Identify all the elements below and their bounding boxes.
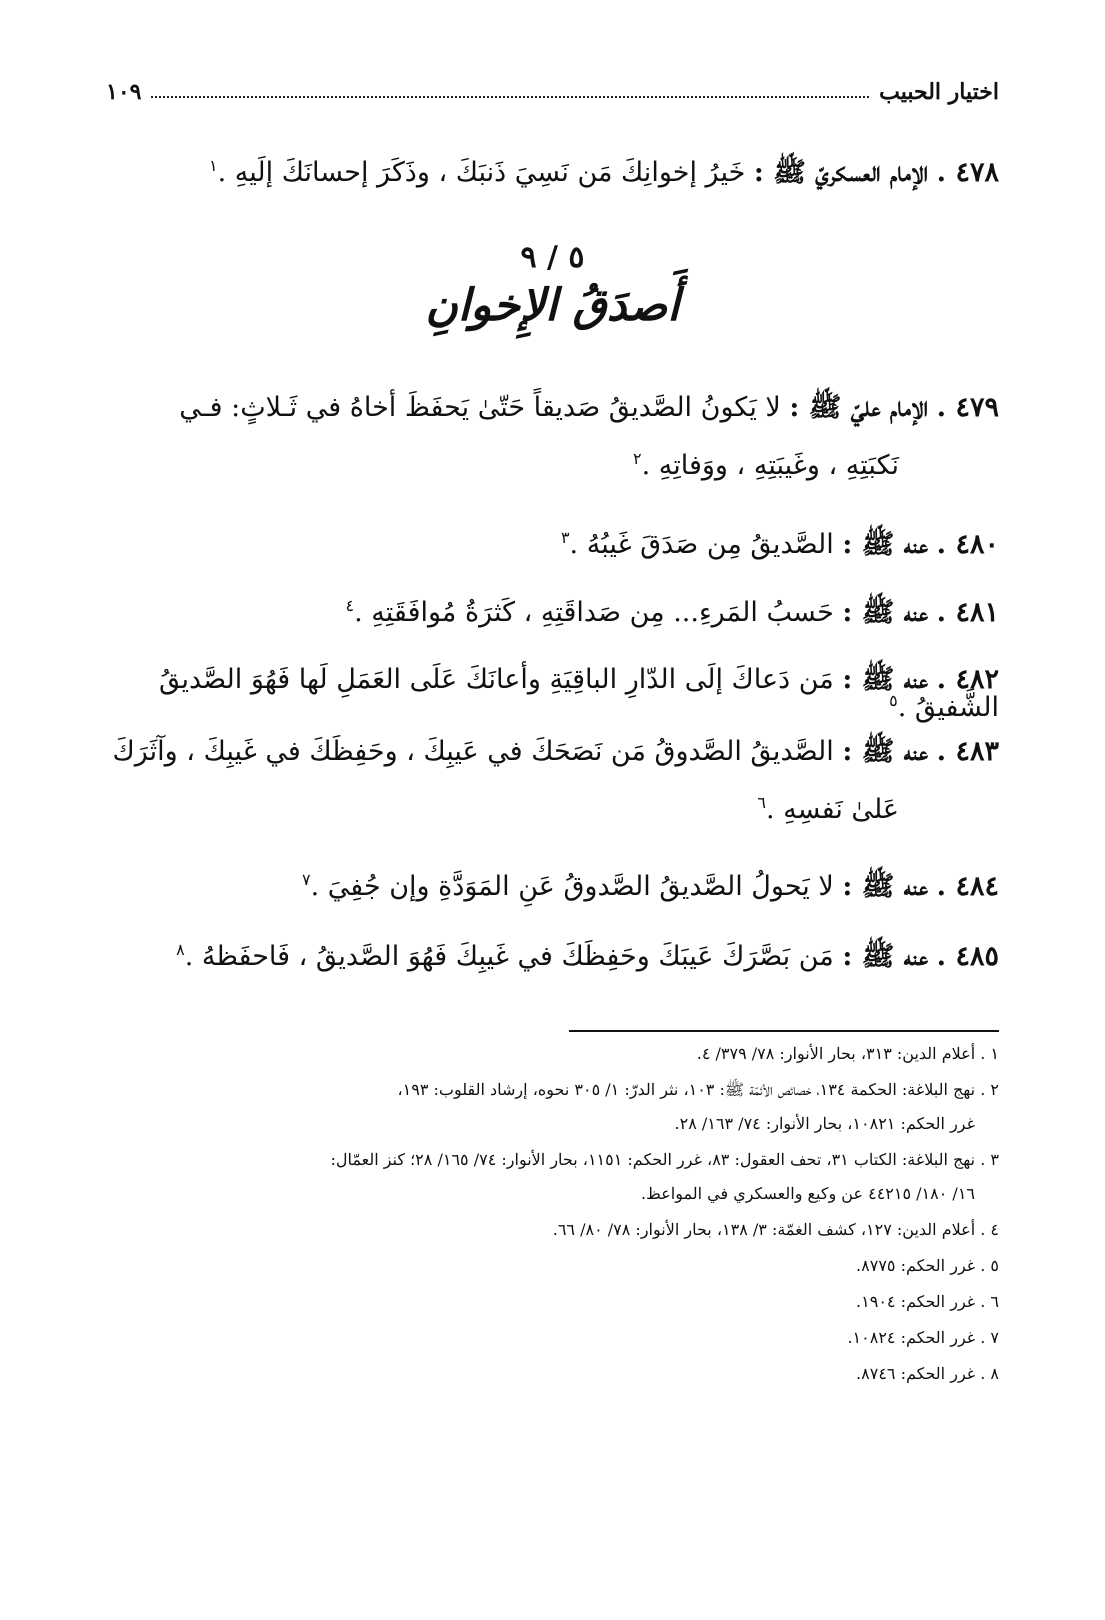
footnote-text: غرر الحكم: ١٩٠٤.	[856, 1292, 976, 1311]
hadith-entry-482	[106, 666, 999, 721]
footnote-number: ٥ .	[980, 1256, 999, 1275]
entry-attribution: عنه ﷺ :	[842, 871, 929, 902]
entry-number: ٤٨٤ .	[936, 871, 999, 902]
entry-number: ٤٧٩ .	[936, 392, 999, 423]
entry-text: لا يَحولُ الصَّديقُ الصَّدوقُ عَنِ المَوَدَّةِ وإن جُفِيَ .	[310, 871, 834, 902]
entry-text: الصَّديقُ مِن صَدَقَ غَيبُهُ .	[569, 529, 834, 560]
footnote-number: ٦ .	[980, 1292, 999, 1311]
footnote-text: غرر الحكم: ٨٧٧٥.	[856, 1256, 976, 1275]
footnote-ref: ٥	[889, 691, 898, 710]
footnote-1	[100, 1046, 999, 1062]
footnote-number: ٤ .	[980, 1220, 999, 1239]
entry-text: لا يَكونُ الصَّديقُ صَديقاً حَتّىٰ يَحفَظَ أخاهُ في ثَـلاثٍ: فـي	[179, 392, 781, 423]
entry-attribution: عنه ﷺ :	[842, 736, 929, 767]
footnote-separator	[569, 1030, 999, 1032]
entry-attribution: عنه ﷺ :	[842, 664, 929, 695]
footnote-text-continued: ١٦/ ١٨٠/ ٤٤٢١٥ عن وكيع والعسكري في المواعظ.	[640, 1184, 975, 1203]
entry-text-continued: عَلىٰ نَفسِهِ .	[765, 794, 899, 825]
entry-number: ٤٧٨ .	[936, 157, 999, 188]
footnote-3	[100, 1152, 999, 1202]
footnote-ref: ٣	[560, 528, 570, 547]
entry-attribution: عنه ﷺ :	[842, 529, 929, 560]
footnote-ref: ٨	[176, 940, 185, 959]
hadith-entry-481	[106, 598, 999, 626]
entry-number: ٤٨٢ .	[936, 664, 999, 695]
entry-text: الصَّديقُ الصَّدوقُ مَن نَصَحَكَ في عَيبِكَ ، وحَفِظَكَ في غَيبِكَ ، وآثَرَكَ	[112, 736, 834, 767]
hadith-entry-478	[106, 158, 999, 186]
footnote-number: ٧ .	[980, 1328, 999, 1347]
page-number: ١٠٩	[106, 79, 142, 105]
entry-text: خَيرُ إخوانِكَ مَن نَسِيَ ذَنبَكَ ، وذَكَرَ إحسانَكَ إلَيهِ .	[217, 157, 746, 188]
footnote-ref: ٦	[757, 793, 766, 812]
footnote-text: غرر الحكم: ١٠٨٢٤.	[847, 1328, 976, 1347]
entry-attribution: عنه ﷺ :	[842, 597, 929, 628]
footnote-number: ٨ .	[980, 1364, 999, 1383]
hadith-entry-483	[106, 738, 999, 823]
footnote-7	[100, 1330, 999, 1346]
footnote-number: ١ .	[980, 1044, 999, 1063]
entry-attribution: عنه ﷺ :	[842, 941, 929, 972]
hadith-entry-479	[106, 394, 999, 479]
entry-number: ٤٨٠ .	[936, 529, 999, 560]
footnotes	[100, 1046, 999, 1402]
footnote-6	[100, 1294, 999, 1310]
section-title: أَصدَقُ الإِخوانِ	[425, 280, 680, 331]
entry-text-continued: نَكبَتِهِ ، وغَيبَتِهِ ، ووَفاتِهِ .	[641, 450, 899, 481]
footnote-text: أعلام الدين: ٣١٣، بحار الأنوار: ٧٨/ ٣٧٩/ ٤.	[696, 1044, 976, 1063]
footnote-text-continued: غرر الحكم: ١٠٨٢١، بحار الأنوار: ٧٤/ ١٦٣/ ٢٨.	[674, 1114, 975, 1133]
book-title: اختيار الحبيب	[879, 79, 999, 105]
section-number: ٥ / ٩	[520, 240, 585, 275]
entry-number: ٤٨١ .	[936, 597, 999, 628]
footnote-ref: ٧	[302, 870, 311, 889]
footnote-number: ٣ .	[980, 1150, 999, 1169]
footnote-ref: ٤	[345, 596, 355, 615]
footnote-2	[100, 1082, 999, 1132]
footnote-ref: ١	[209, 156, 218, 175]
running-header	[106, 72, 999, 112]
footnote-ref: ٢	[633, 449, 642, 468]
entry-number: ٤٨٣ .	[936, 736, 999, 767]
header-dot-leader	[151, 96, 869, 98]
footnote-text: نهج البلاغة: الكتاب ٣١، تحف العقول: ٨٣، غرر الحكم: ١١٥١، بحار الأنوار: ٧٤/ ١٦٥/ ٢٨؛ كنز العمّال:	[330, 1150, 976, 1169]
entry-attribution: الإمام عليّ ﷺ :	[789, 392, 929, 423]
footnote-4	[100, 1222, 999, 1238]
footnote-text: نهج البلاغة: الحكمة ١٣٤، خصائص الأئمّة ﷺ: ١٠٣، نثر الدرّ: ١/ ٣٠٥ نحوه، إرشاد القلوب: ١٩٣،	[397, 1080, 976, 1099]
entry-number: ٤٨٥ .	[936, 941, 999, 972]
entry-attribution: الإمام العسكريّ ﷺ :	[753, 157, 929, 188]
hadith-entry-484	[106, 872, 999, 900]
footnote-5	[100, 1258, 999, 1274]
entry-text: مَن بَصَّرَكَ عَيبَكَ وحَفِظَكَ في غَيبِكَ فَهُوَ الصَّديقُ ، فَاحفَظهُ .	[184, 941, 834, 972]
entry-text: حَسبُ المَرءِ... مِن صَداقَتِهِ ، كَثرَةُ مُوافَقَتِهِ .	[354, 597, 834, 628]
entry-text: مَن دَعاكَ إلَى الدّارِ الباقِيَةِ وأعانَكَ عَلَى العَمَلِ لَها فَهُوَ الصَّديقُ الشَّفيقُ .	[158, 664, 999, 723]
hadith-entry-485	[106, 942, 999, 970]
footnote-8	[100, 1366, 999, 1382]
footnote-text: أعلام الدين: ١٢٧، كشف الغمّة: ٣/ ١٣٨، بحار الأنوار: ٧٨/ ٨٠/ ٦٦.	[552, 1220, 976, 1239]
footnote-text: غرر الحكم: ٨٧٤٦.	[856, 1364, 976, 1383]
hadith-entry-480	[106, 530, 999, 558]
footnote-number: ٢ .	[980, 1080, 999, 1099]
